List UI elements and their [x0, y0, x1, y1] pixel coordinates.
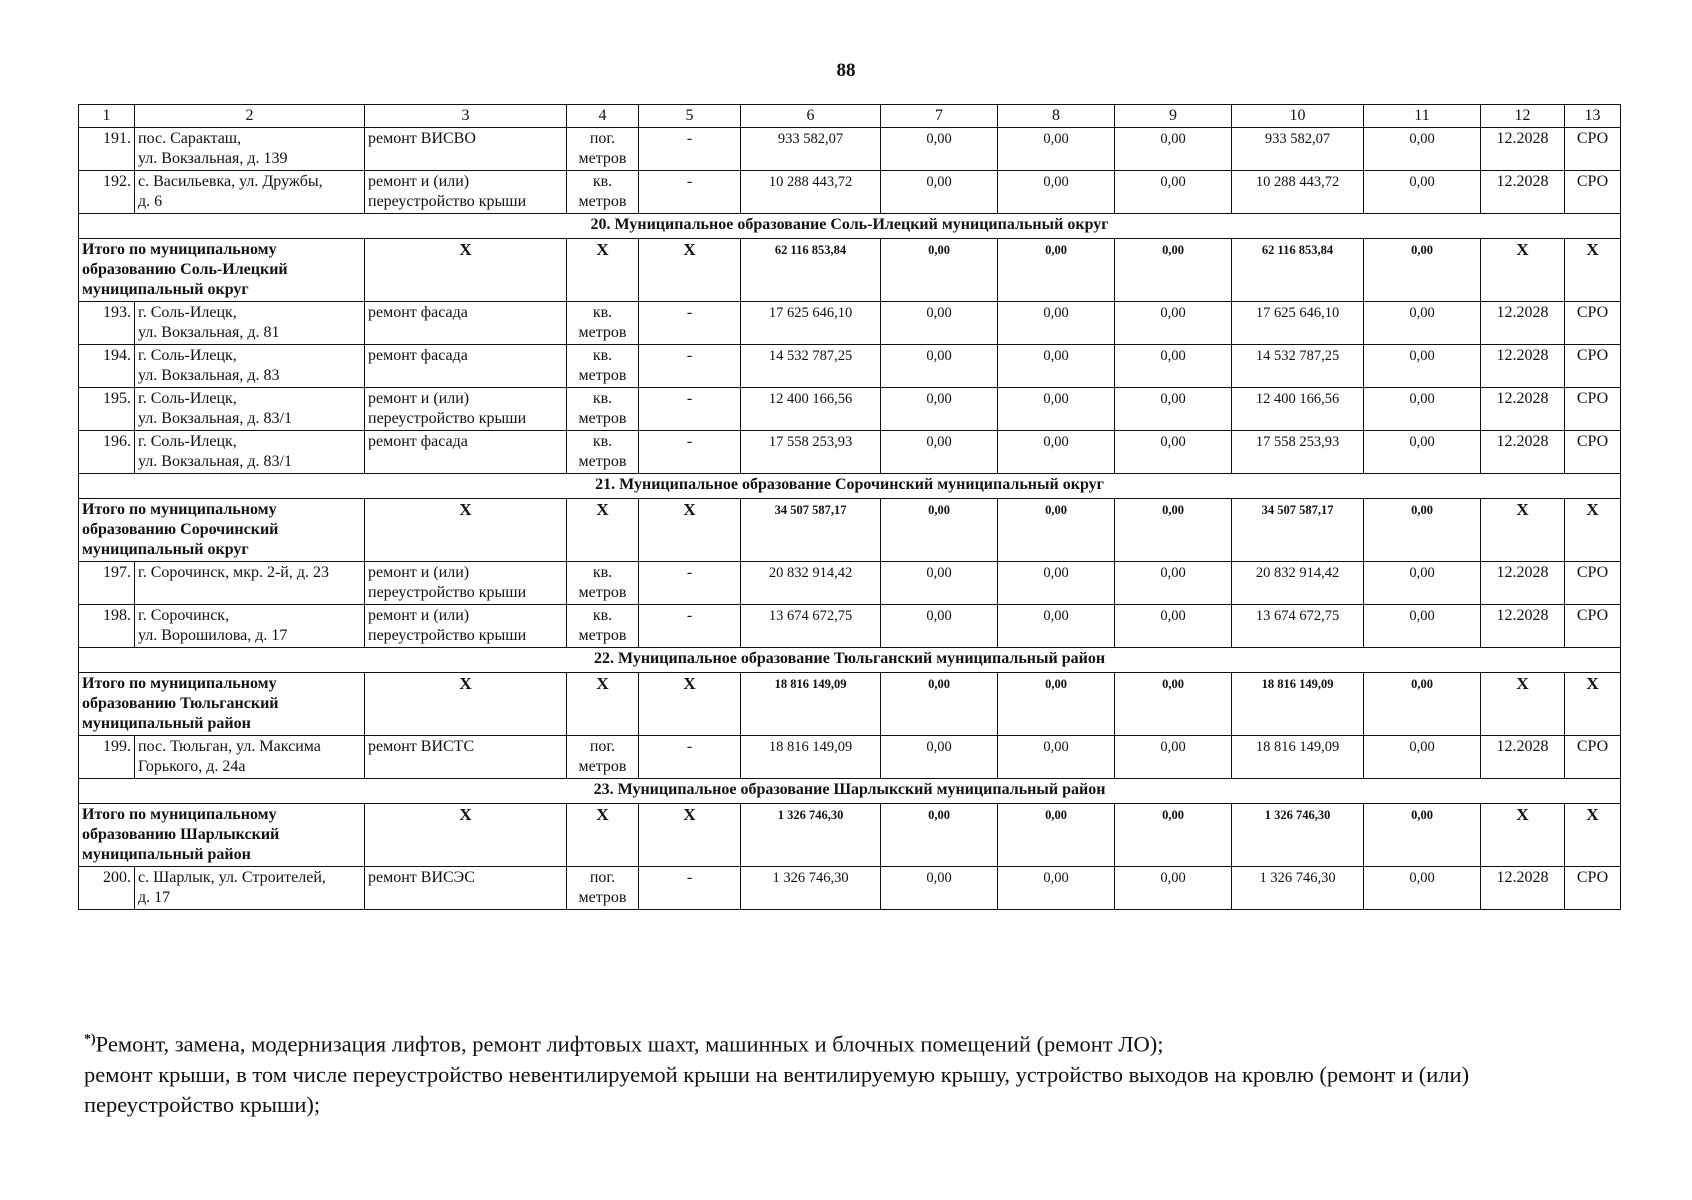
- unit-cell: [567, 171, 639, 214]
- amount-cell-c6: 10 288 443,72: [741, 171, 881, 214]
- footnote-line-2: ремонт крыши, в том числе переустройство невентилируемой крыши на вентилируемую крышу, устройство выходов на кровлю (ремонт и (или) переустройство крыши);: [84, 1061, 1470, 1117]
- table-row: [79, 562, 1621, 605]
- work-type-cell: [365, 128, 567, 171]
- cell-text: кв. метров: [578, 347, 627, 384]
- total-label: [79, 499, 365, 562]
- column-header: 2: [135, 105, 365, 128]
- volume-cell: -: [639, 867, 741, 910]
- amount-cell-c7: 0,00: [881, 867, 998, 910]
- cell-text: кв. метров: [578, 564, 627, 601]
- amount-cell-c10: 13 674 672,75: [1232, 605, 1364, 648]
- row-number: 196.: [79, 431, 135, 474]
- amount-cell-c6: 933 582,07: [741, 128, 881, 171]
- column-header: 8: [998, 105, 1115, 128]
- work-type-cell: [365, 171, 567, 214]
- volume-cell: -: [639, 345, 741, 388]
- amount-cell-c7: 0,00: [881, 171, 998, 214]
- method-cell: СРО: [1565, 736, 1621, 779]
- total-label: [79, 239, 365, 302]
- row-number: 199.: [79, 736, 135, 779]
- unit-cell: [567, 605, 639, 648]
- amount-cell-c10: 12 400 166,56: [1232, 388, 1364, 431]
- volume-cell: -: [639, 736, 741, 779]
- amount-cell-c8: 0,00: [998, 171, 1115, 214]
- address-cell: [135, 345, 365, 388]
- table-row: [79, 128, 1621, 171]
- total-cell-x4: Х: [567, 239, 639, 302]
- volume-cell: -: [639, 128, 741, 171]
- amount-cell-c6: 1 326 746,30: [741, 867, 881, 910]
- amount-cell-c9: 0,00: [1115, 171, 1232, 214]
- cell-text: Итого по муниципальному образованию Сорочинский муниципальный округ: [82, 501, 279, 558]
- unit-cell: [567, 345, 639, 388]
- amount-cell-c11: 0,00: [1364, 431, 1481, 474]
- cell-text: ремонт и (или) переустройство крыши: [368, 173, 527, 210]
- total-cell-c8: 0,00: [998, 673, 1115, 736]
- total-cell-c11: 0,00: [1364, 673, 1481, 736]
- section-header-row: [79, 648, 1621, 673]
- cell-text: ремонт фасада: [368, 347, 468, 364]
- method-cell: СРО: [1565, 562, 1621, 605]
- unit-cell: [567, 562, 639, 605]
- row-number: 198.: [79, 605, 135, 648]
- table-row: [79, 171, 1621, 214]
- method-cell: СРО: [1565, 605, 1621, 648]
- method-cell: СРО: [1565, 867, 1621, 910]
- row-number: 193.: [79, 302, 135, 345]
- row-number: 191.: [79, 128, 135, 171]
- table-row: [79, 302, 1621, 345]
- amount-cell-c11: 0,00: [1364, 128, 1481, 171]
- work-type-cell: [365, 736, 567, 779]
- row-number: 192.: [79, 171, 135, 214]
- work-type-cell: [365, 388, 567, 431]
- amount-cell-c10: 14 532 787,25: [1232, 345, 1364, 388]
- amount-cell-c7: 0,00: [881, 388, 998, 431]
- amount-cell-c7: 0,00: [881, 128, 998, 171]
- total-cell-x3: Х: [365, 499, 567, 562]
- amount-cell-c11: 0,00: [1364, 302, 1481, 345]
- total-cell-x5: Х: [639, 673, 741, 736]
- deadline-cell: 12.2028: [1481, 867, 1565, 910]
- amount-cell-c6: 18 816 149,09: [741, 736, 881, 779]
- amount-cell-c11: 0,00: [1364, 867, 1481, 910]
- cell-text: ремонт ВИСТС: [368, 738, 475, 755]
- amount-cell-c9: 0,00: [1115, 605, 1232, 648]
- work-type-cell: [365, 605, 567, 648]
- deadline-cell: 12.2028: [1481, 562, 1565, 605]
- amount-cell-c11: 0,00: [1364, 345, 1481, 388]
- cell-text: кв. метров: [578, 433, 627, 470]
- amount-cell-c6: 20 832 914,42: [741, 562, 881, 605]
- address-cell: [135, 302, 365, 345]
- table-row: [79, 388, 1621, 431]
- total-cell-x4: Х: [567, 499, 639, 562]
- column-header: 12: [1481, 105, 1565, 128]
- section-title: 21. Муниципальное образование Сорочинский муниципальный округ: [79, 474, 1621, 499]
- table-row: [79, 605, 1621, 648]
- total-cell-c10: 1 326 746,30: [1232, 804, 1364, 867]
- amount-cell-c7: 0,00: [881, 736, 998, 779]
- total-cell-x13: Х: [1565, 804, 1621, 867]
- cell-text: с. Васильевка, ул. Дружбы, д. 6: [138, 173, 323, 210]
- volume-cell: -: [639, 388, 741, 431]
- total-cell-x3: Х: [365, 239, 567, 302]
- column-number-header: [79, 105, 1621, 128]
- volume-cell: -: [639, 605, 741, 648]
- unit-cell: [567, 128, 639, 171]
- total-cell-c6: 62 116 853,84: [741, 239, 881, 302]
- address-cell: [135, 388, 365, 431]
- amount-cell-c7: 0,00: [881, 431, 998, 474]
- amount-cell-c7: 0,00: [881, 562, 998, 605]
- total-cell-x4: Х: [567, 673, 639, 736]
- total-cell-x5: Х: [639, 239, 741, 302]
- total-cell-c9: 0,00: [1115, 239, 1232, 302]
- amount-cell-c8: 0,00: [998, 562, 1115, 605]
- amount-cell-c8: 0,00: [998, 605, 1115, 648]
- total-label: [79, 804, 365, 867]
- method-cell: СРО: [1565, 128, 1621, 171]
- method-cell: СРО: [1565, 431, 1621, 474]
- section-header-row: [79, 474, 1621, 499]
- address-cell: [135, 736, 365, 779]
- unit-cell: [567, 302, 639, 345]
- capital-repair-table: [78, 104, 1621, 910]
- total-label: [79, 673, 365, 736]
- cell-text: с. Шарлык, ул. Строителей, д. 17: [138, 869, 326, 906]
- total-cell-x3: Х: [365, 804, 567, 867]
- volume-cell: -: [639, 171, 741, 214]
- cell-text: кв. метров: [578, 390, 627, 427]
- total-cell-x12: Х: [1481, 499, 1565, 562]
- amount-cell-c11: 0,00: [1364, 171, 1481, 214]
- row-number: 195.: [79, 388, 135, 431]
- page-number: 88: [836, 60, 856, 81]
- address-cell: [135, 171, 365, 214]
- column-header: 9: [1115, 105, 1232, 128]
- row-number: 200.: [79, 867, 135, 910]
- cell-text: г. Соль-Илецк, ул. Вокзальная, д. 83: [138, 347, 280, 384]
- total-row: [79, 804, 1621, 867]
- volume-cell: -: [639, 302, 741, 345]
- address-cell: [135, 605, 365, 648]
- total-cell-c10: 62 116 853,84: [1232, 239, 1364, 302]
- cell-text: кв. метров: [578, 607, 627, 644]
- cell-text: пос. Тюльган, ул. Максима Горького, д. 24а: [138, 738, 321, 775]
- total-cell-x13: Х: [1565, 673, 1621, 736]
- unit-cell: [567, 736, 639, 779]
- amount-cell-c6: 17 625 646,10: [741, 302, 881, 345]
- section-header-row: [79, 214, 1621, 239]
- total-cell-c8: 0,00: [998, 804, 1115, 867]
- amount-cell-c11: 0,00: [1364, 388, 1481, 431]
- total-row: [79, 673, 1621, 736]
- amount-cell-c11: 0,00: [1364, 736, 1481, 779]
- section-title: 23. Муниципальное образование Шарлыкский муниципальный район: [79, 779, 1621, 804]
- cell-text: ремонт фасада: [368, 433, 468, 450]
- address-cell: [135, 562, 365, 605]
- cell-text: Итого по муниципальному образованию Шарлыкский муниципальный район: [82, 806, 280, 863]
- unit-cell: [567, 388, 639, 431]
- amount-cell-c10: 933 582,07: [1232, 128, 1364, 171]
- section-header-row: [79, 779, 1621, 804]
- volume-cell: -: [639, 562, 741, 605]
- deadline-cell: 12.2028: [1481, 345, 1565, 388]
- work-type-cell: [365, 345, 567, 388]
- work-type-cell: [365, 867, 567, 910]
- total-cell-c6: 1 326 746,30: [741, 804, 881, 867]
- amount-cell-c6: 14 532 787,25: [741, 345, 881, 388]
- total-cell-x12: Х: [1481, 804, 1565, 867]
- work-type-cell: [365, 562, 567, 605]
- table-body: [79, 128, 1621, 910]
- cell-text: г. Соль-Илецк, ул. Вокзальная, д. 83/1: [138, 390, 292, 427]
- amount-cell-c11: 0,00: [1364, 605, 1481, 648]
- amount-cell-c6: 17 558 253,93: [741, 431, 881, 474]
- amount-cell-c7: 0,00: [881, 302, 998, 345]
- work-type-cell: [365, 302, 567, 345]
- total-cell-x13: Х: [1565, 239, 1621, 302]
- amount-cell-c9: 0,00: [1115, 736, 1232, 779]
- cell-text: Итого по муниципальному образованию Тюльганский муниципальный район: [82, 675, 279, 732]
- table-row: [79, 431, 1621, 474]
- total-cell-x3: Х: [365, 673, 567, 736]
- cell-text: Итого по муниципальному образованию Соль-Илецкий муниципальный округ: [82, 241, 288, 298]
- amount-cell-c10: 1 326 746,30: [1232, 867, 1364, 910]
- cell-text: ремонт ВИСВО: [368, 130, 476, 147]
- total-cell-x12: Х: [1481, 673, 1565, 736]
- table-row: [79, 736, 1621, 779]
- deadline-cell: 12.2028: [1481, 302, 1565, 345]
- method-cell: СРО: [1565, 345, 1621, 388]
- column-header: 7: [881, 105, 998, 128]
- cell-text: кв. метров: [578, 173, 627, 210]
- footnote-marker: *): [84, 1032, 96, 1047]
- total-cell-c8: 0,00: [998, 499, 1115, 562]
- amount-cell-c9: 0,00: [1115, 562, 1232, 605]
- cell-text: пог. метров: [578, 869, 627, 906]
- deadline-cell: 12.2028: [1481, 431, 1565, 474]
- total-cell-c7: 0,00: [881, 239, 998, 302]
- row-number: 197.: [79, 562, 135, 605]
- total-cell-c9: 0,00: [1115, 499, 1232, 562]
- total-cell-c8: 0,00: [998, 239, 1115, 302]
- amount-cell-c10: 17 625 646,10: [1232, 302, 1364, 345]
- amount-cell-c8: 0,00: [998, 388, 1115, 431]
- cell-text: ремонт и (или) переустройство крыши: [368, 607, 527, 644]
- total-cell-x12: Х: [1481, 239, 1565, 302]
- total-cell-c7: 0,00: [881, 499, 998, 562]
- total-cell-c9: 0,00: [1115, 673, 1232, 736]
- cell-text: пос. Саракташ, ул. Вокзальная, д. 139: [138, 130, 288, 167]
- table-row: [79, 345, 1621, 388]
- column-header: 11: [1364, 105, 1481, 128]
- total-cell-c11: 0,00: [1364, 499, 1481, 562]
- total-cell-x4: Х: [567, 804, 639, 867]
- method-cell: СРО: [1565, 302, 1621, 345]
- deadline-cell: 12.2028: [1481, 736, 1565, 779]
- amount-cell-c8: 0,00: [998, 128, 1115, 171]
- total-row: [79, 499, 1621, 562]
- amount-cell-c9: 0,00: [1115, 867, 1232, 910]
- amount-cell-c11: 0,00: [1364, 562, 1481, 605]
- amount-cell-c8: 0,00: [998, 431, 1115, 474]
- amount-cell-c8: 0,00: [998, 302, 1115, 345]
- column-header: 5: [639, 105, 741, 128]
- section-title: 22. Муниципальное образование Тюльганский муниципальный район: [79, 648, 1621, 673]
- amount-cell-c6: 13 674 672,75: [741, 605, 881, 648]
- address-cell: [135, 867, 365, 910]
- method-cell: СРО: [1565, 171, 1621, 214]
- amount-cell-c9: 0,00: [1115, 388, 1232, 431]
- cell-text: пог. метров: [578, 738, 627, 775]
- deadline-cell: 12.2028: [1481, 128, 1565, 171]
- column-header: 13: [1565, 105, 1621, 128]
- amount-cell-c10: 10 288 443,72: [1232, 171, 1364, 214]
- total-cell-c9: 0,00: [1115, 804, 1232, 867]
- cell-text: кв. метров: [578, 304, 627, 341]
- row-number: 194.: [79, 345, 135, 388]
- amount-cell-c8: 0,00: [998, 736, 1115, 779]
- amount-cell-c10: 20 832 914,42: [1232, 562, 1364, 605]
- deadline-cell: 12.2028: [1481, 605, 1565, 648]
- cell-text: ремонт и (или) переустройство крыши: [368, 564, 527, 601]
- total-cell-c11: 0,00: [1364, 804, 1481, 867]
- total-cell-c6: 34 507 587,17: [741, 499, 881, 562]
- cell-text: ремонт и (или) переустройство крыши: [368, 390, 527, 427]
- total-cell-c7: 0,00: [881, 804, 998, 867]
- deadline-cell: 12.2028: [1481, 171, 1565, 214]
- amount-cell-c9: 0,00: [1115, 128, 1232, 171]
- column-header: 3: [365, 105, 567, 128]
- work-type-cell: [365, 431, 567, 474]
- amount-cell-c10: 18 816 149,09: [1232, 736, 1364, 779]
- cell-text: г. Соль-Илецк, ул. Вокзальная, д. 83/1: [138, 433, 292, 470]
- column-header: 1: [79, 105, 135, 128]
- amount-cell-c8: 0,00: [998, 867, 1115, 910]
- amount-cell-c7: 0,00: [881, 345, 998, 388]
- total-cell-x13: Х: [1565, 499, 1621, 562]
- unit-cell: [567, 431, 639, 474]
- cell-text: пог. метров: [578, 130, 627, 167]
- cell-text: г. Сорочинск, мкр. 2-й, д. 23: [138, 564, 329, 581]
- amount-cell-c7: 0,00: [881, 605, 998, 648]
- total-cell-c10: 18 816 149,09: [1232, 673, 1364, 736]
- total-cell-c6: 18 816 149,09: [741, 673, 881, 736]
- column-header: 6: [741, 105, 881, 128]
- cell-text: г. Сорочинск, ул. Ворошилова, д. 17: [138, 607, 288, 644]
- column-header: 10: [1232, 105, 1364, 128]
- footnote-line-1: Ремонт, замена, модернизация лифтов, ремонт лифтовых шахт, машинных и блочных помещений (ремонт ЛО);: [95, 1031, 1164, 1057]
- amount-cell-c10: 17 558 253,93: [1232, 431, 1364, 474]
- cell-text: г. Соль-Илецк, ул. Вокзальная, д. 81: [138, 304, 280, 341]
- table-row: [79, 867, 1621, 910]
- volume-cell: -: [639, 431, 741, 474]
- column-header: 4: [567, 105, 639, 128]
- total-cell-x5: Х: [639, 804, 741, 867]
- total-cell-x5: Х: [639, 499, 741, 562]
- section-title: 20. Муниципальное образование Соль-Илецкий муниципальный округ: [79, 214, 1621, 239]
- amount-cell-c6: 12 400 166,56: [741, 388, 881, 431]
- total-cell-c10: 34 507 587,17: [1232, 499, 1364, 562]
- cell-text: ремонт фасада: [368, 304, 468, 321]
- method-cell: СРО: [1565, 388, 1621, 431]
- amount-cell-c9: 0,00: [1115, 345, 1232, 388]
- footnote: [84, 1025, 1624, 1120]
- total-cell-c7: 0,00: [881, 673, 998, 736]
- amount-cell-c9: 0,00: [1115, 431, 1232, 474]
- unit-cell: [567, 867, 639, 910]
- amount-cell-c9: 0,00: [1115, 302, 1232, 345]
- total-row: [79, 239, 1621, 302]
- deadline-cell: 12.2028: [1481, 388, 1565, 431]
- cell-text: ремонт ВИСЭС: [368, 869, 475, 886]
- total-cell-c11: 0,00: [1364, 239, 1481, 302]
- amount-cell-c8: 0,00: [998, 345, 1115, 388]
- address-cell: [135, 128, 365, 171]
- address-cell: [135, 431, 365, 474]
